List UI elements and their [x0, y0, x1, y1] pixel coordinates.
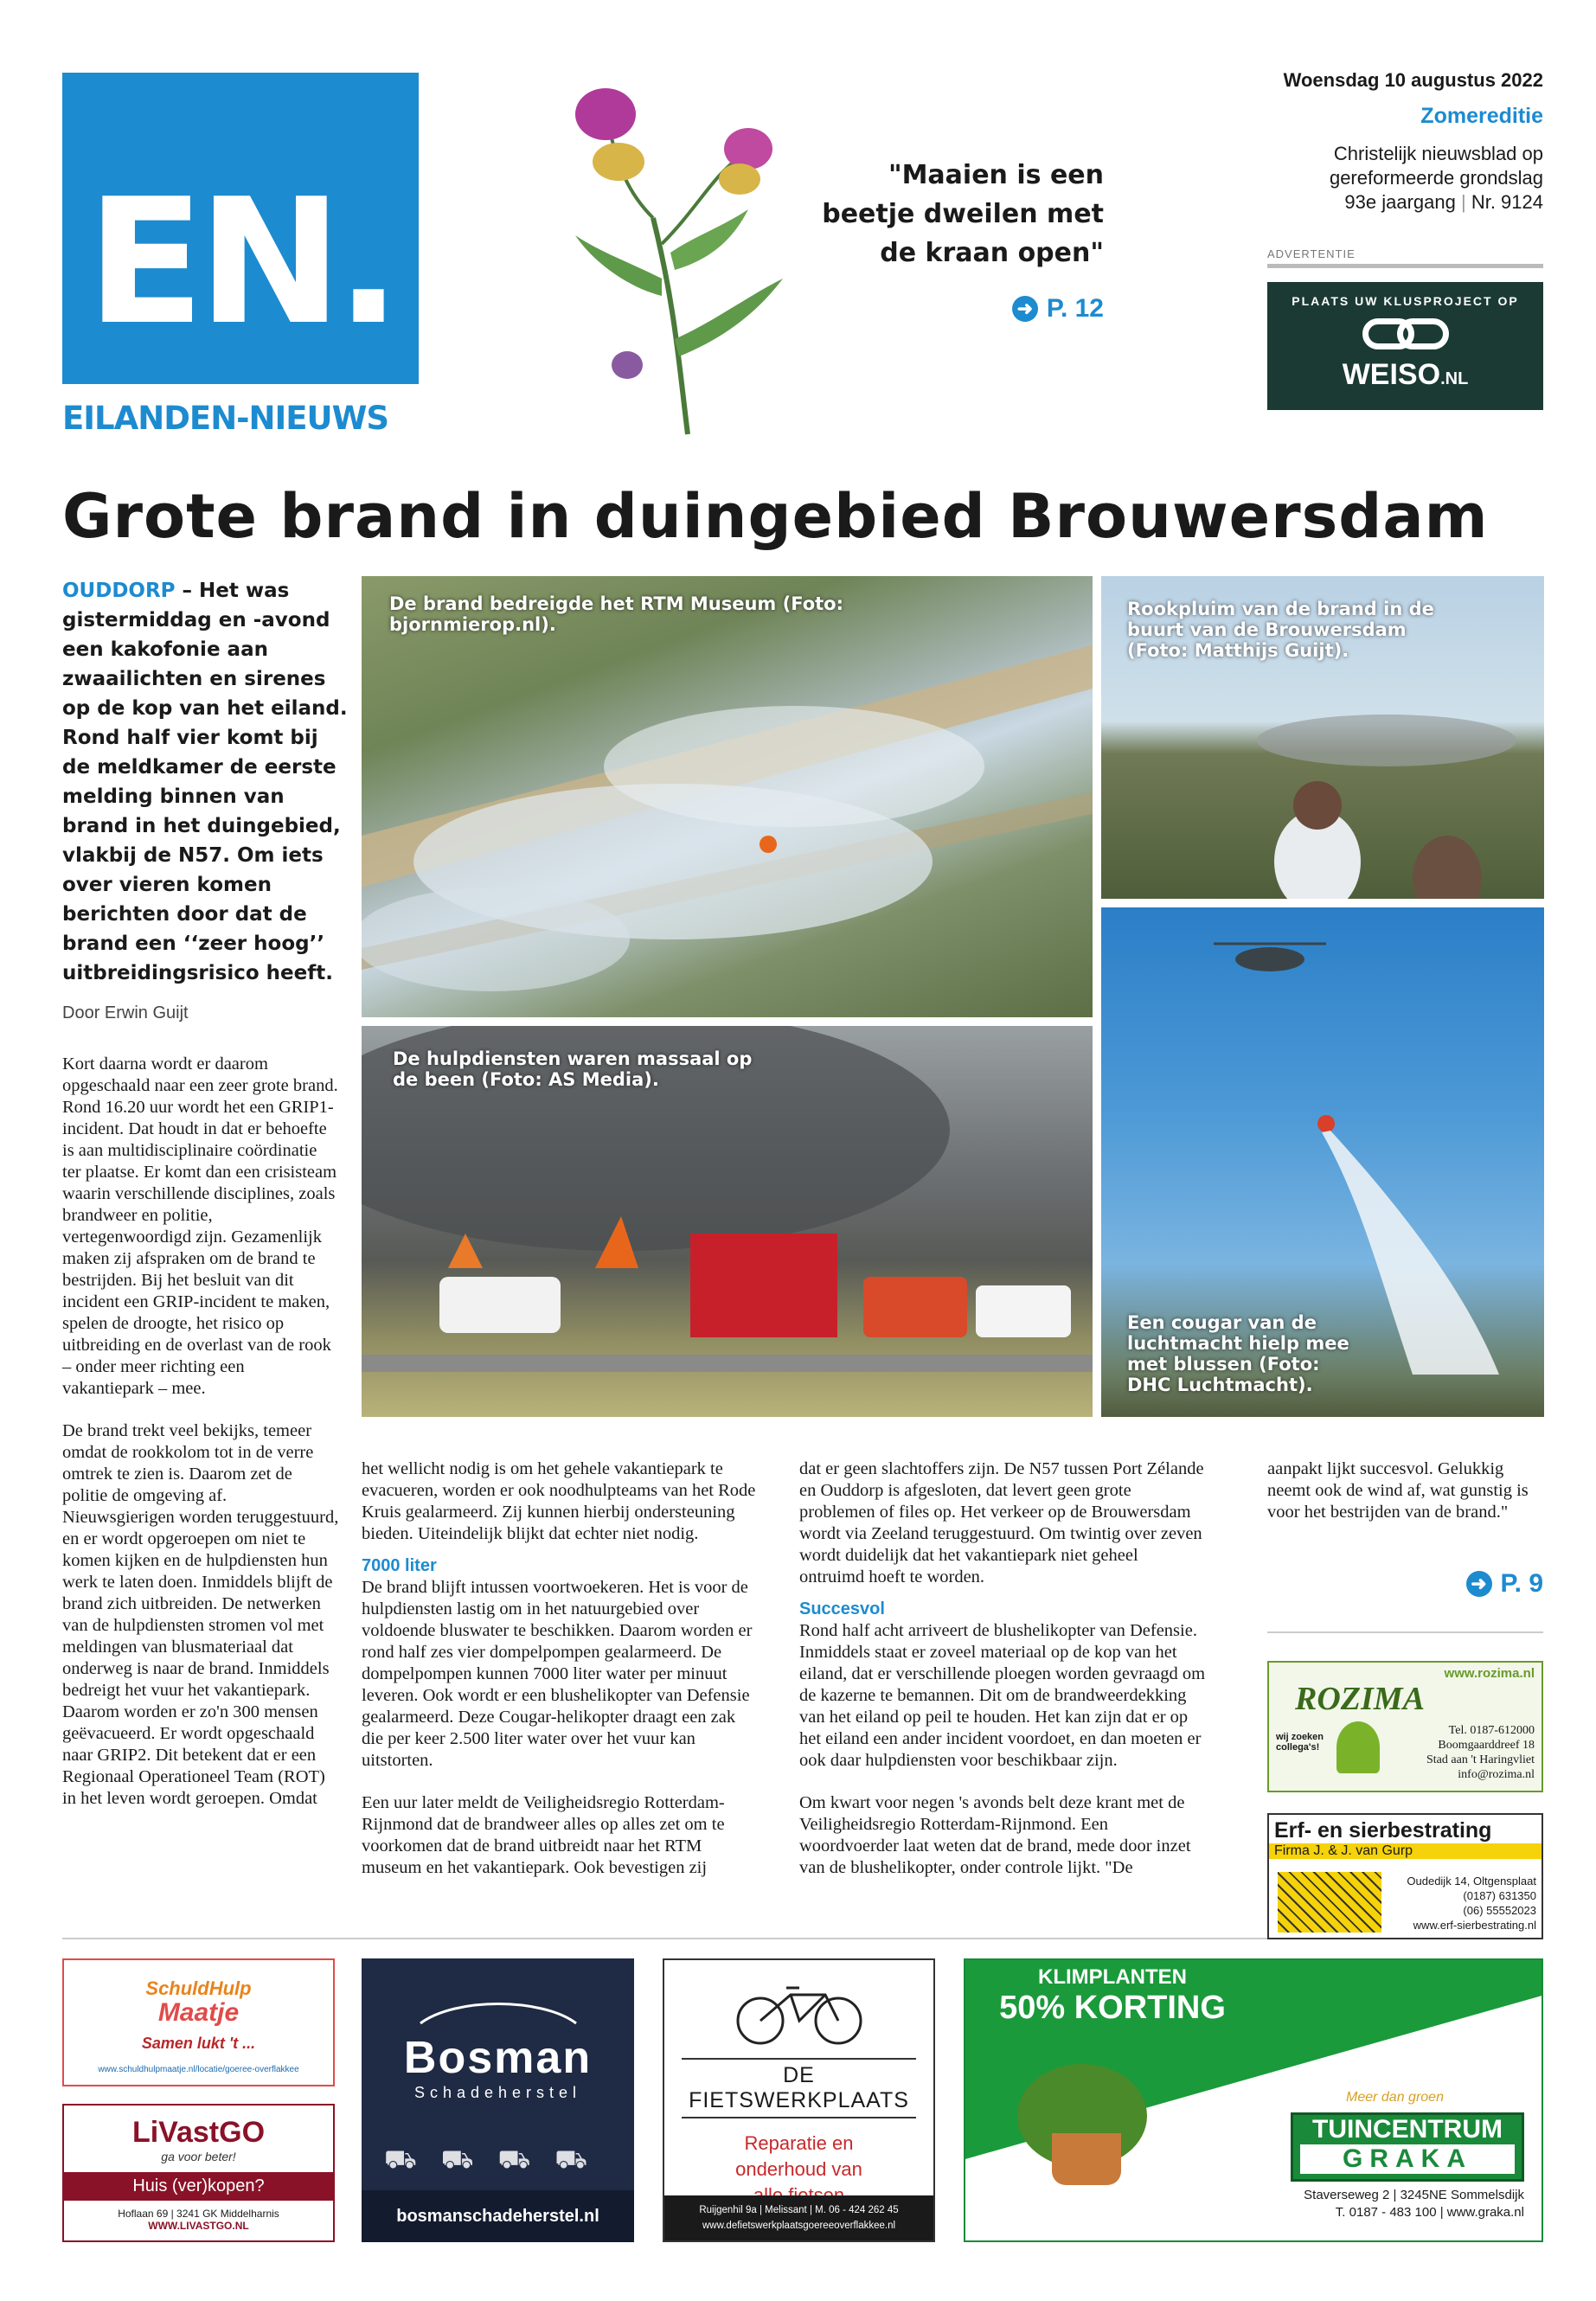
weiso-brand: WEISO: [1342, 358, 1441, 391]
paragraph: Kort daarna wordt er daarom opgeschaald naar een zeer grote brand. Rond 16.20 uur wordt het een GRIP1-incident. Dat houdt in dat er behoefte is aan multidisciplinaire coördinatie ter plaatse. Er komt dan een crisisteam waarin verschillende disciplines, zoals brandweer en politie, vertegenwoordigd zijn. Gezamenlijk maken zij afspraken om de brand te bestrijden. Bij het besluit van dit incident een GRIP-incident te maken, spelen de droogte, het risico op uitbreiding en de overlast van de rook – onder meer richting een vakantiepark – mee.: [62, 1054, 338, 1398]
bicycle-icon: [730, 1977, 869, 2047]
graka-name1: TUINCENTRUM: [1312, 2115, 1503, 2144]
lead-dateline: OUDDORP: [62, 580, 176, 602]
photo-aerial-fire[interactable]: [362, 576, 1093, 1017]
erf-url: www.erf-sierbestrating.nl: [1413, 1919, 1536, 1932]
advertisement-label: ADVERTENTIE: [1267, 247, 1543, 268]
graka-ad[interactable]: [964, 1958, 1543, 2242]
paragraph: De brand blijft intussen voortwoekeren. Het is voor de hulpdiensten lastig om in het natuurgebied over voldoende bluswater te beschikken. Daarom worden er rond half zes vier dompelpompen gealarmeerd. De dompelpompen kunnen 7000 liter water per minuut leveren. Ook wordt er een blushelikopter van Defensie gealarmeerd. Deze Cougar-helikopter draagt een zak die per keer 2.500 liter water over het vuur kan uitstorten.: [362, 1578, 753, 1770]
livast-slogan: ga voor beter!: [161, 2150, 236, 2163]
graka-script: Meer dan groen: [1346, 2090, 1444, 2105]
photo-caption: De brand bedreigde het RTM Museum (Foto: bjornmierop.nl).: [389, 593, 843, 635]
fiets-title: DE FIETSWERKPLAATS: [682, 2058, 916, 2118]
schuld-name2: Maatje: [157, 1998, 240, 2027]
fiets-addr: Ruijgenhil 9a | Melissant | M. 06 - 424 262 45: [699, 2205, 899, 2215]
livast-name: LiVastGO: [131, 2116, 266, 2149]
volume-number: 93e jaargang | Nr. 9124: [1344, 191, 1543, 213]
car-outline-icon: [412, 1993, 585, 2028]
bosman-name: Bosman: [403, 2033, 593, 2083]
photo-smoke-plume[interactable]: [1101, 576, 1544, 899]
lead-text: – Het was gistermiddag en -avond een kakofonie aan zwaailichten en sirenes op de kop van het eiland. Rond half vier komt bij de meldkamer de eerste melding binnen van brand in het duingebied, vlakbij de N57. Om iets over vieren komen berichten door dat de brand een ‘‘zeer hoog’’ uitbreidingsrisico heeft.: [62, 580, 348, 984]
car-icons: ⛟⛟⛟⛟: [384, 2145, 612, 2174]
erf-firm: Firma J. & J. van Gurp: [1269, 1843, 1542, 1859]
rozima-url: www.rozima.nl: [1444, 1666, 1535, 1681]
photo-helicopter[interactable]: [1101, 907, 1544, 1417]
article-lead: [62, 576, 348, 988]
paragraph: het wellicht nodig is om het gehele vakantiepark te evacueren, worden er ook noodhulpteams van het Rode Kruis gealarmeerd. Zij kunnen hierbij ondersteuning bieden. Uiteindelijk blijkt dat echter niet nodig.: [362, 1459, 756, 1543]
paragraph: Een uur later meldt de Veiligheidsregio Rotterdam-Rijnmond dat de brandweer alles op alles zet om te voorkomen dat de brand uitbreidt naar het RTM museum en het vakantiepark. Ook bevestigen zij: [362, 1793, 725, 1877]
rozima-ad[interactable]: [1267, 1661, 1543, 1792]
byline: Door Erwin Guijt: [62, 1003, 189, 1022]
paragraph: aanpakt lijkt succesvol. Gelukkig neemt ook de wind af, wat gunstig is voor het bestrijden van de brand.": [1267, 1459, 1529, 1522]
paving-icon: [1278, 1872, 1381, 1932]
rozima-addr1: Boomgaarddreef 18: [1438, 1739, 1535, 1752]
fiets-url: www.defietswerkplaatsgoereeoverflakkee.nl: [702, 2221, 896, 2231]
rozima-name: ROZIMA: [1295, 1681, 1425, 1717]
livast-addr: Hoflaan 69 | 3241 GK Middelharnis: [118, 2208, 279, 2220]
arrow-right-icon: ➜: [1466, 1571, 1492, 1597]
weiso-tld: .NL: [1440, 369, 1469, 388]
rozima-mail: info@rozima.nl: [1458, 1768, 1535, 1781]
continued-page-label: P. 9: [1500, 1569, 1543, 1598]
photo-caption: De hulpdiensten waren massaal op de been (Foto: AS Media).: [393, 1048, 753, 1090]
article-headline: Grote brand in duingebied Brouwersdam: [62, 481, 1489, 552]
plant-pot-icon: [1052, 2133, 1121, 2185]
photo-emergency-services[interactable]: [362, 1026, 1093, 1417]
subheading: Succesvol: [799, 1599, 885, 1618]
schuld-url: www.schuldhulpmaatje.nl/locatie/goeree-overflakkee: [98, 2065, 299, 2074]
rozima-addr2: Stad aan 't Haringvliet: [1426, 1753, 1535, 1766]
teaser-page-ref[interactable]: [952, 294, 1104, 324]
tagline-line-1: Christelijk nieuwsblad op: [1333, 143, 1543, 164]
aerial-scene: [362, 576, 1093, 1017]
logo-text: EN.: [87, 162, 394, 363]
erf-sierbestrating-ad[interactable]: [1267, 1813, 1543, 1939]
subheading: 7000 liter: [362, 1556, 437, 1575]
paragraph: De brand trekt veel bekijks, temeer omdat de rookkolom tot in de verre omtrek te zien is. Daarom zet de politie de omgeving af. Nieuwsgierigen worden teruggestuurd, en er wordt opgeroepen om niet te komen kijken en de hulpdiensten hun werk te laten doen. Inmiddels blijft de brand zich uitbreiden. De netwerken van de hulpdiensten stromen vol met meldingen van blusmateriaal dat onderweg is naar de brand. Inmiddels bedreigt het vuur het vakantiepark. Daarom worden er zo'n 300 mensen geëvacueerd. Er wordt opgeschaald naar GRIP2. Dit betekent dat er een Regionaal Operationeel Team (ROT) in het leven wordt geroepen. Omdat: [62, 1421, 339, 1808]
tagline: [1211, 142, 1543, 215]
arrow-right-icon: ➜: [1012, 296, 1038, 322]
erf-addr: Oudedijk 14, Oltgensplaat: [1407, 1875, 1536, 1888]
rozima-slogan: wij zoeken collega's!: [1276, 1732, 1324, 1753]
erf-tel2: (06) 55552023: [1463, 1904, 1536, 1917]
livast-url: WWW.LIVASTGO.NL: [148, 2220, 249, 2232]
paragraph: Rond half acht arriveert de blushelikopter van Defensie. Inmiddels staat er zoveel materiaal op de kop van het eiland, dat er verschillende ploegen worden gevraagd om de kazerne te bemannen. Dit om de brandweerdekking van het eiland op peil te houden. Het kan zijn dat er op het eiland een ander incident voordoet, en dan moeten er ook daar hulpdiensten voor beschikbaar zijn.: [799, 1621, 1206, 1770]
bosman-url: bosmanschadeherstel.nl: [362, 2190, 634, 2242]
fiets-line2: onderhoud van: [735, 2158, 862, 2180]
graka-top: KLIMPLANTEN: [1038, 1965, 1187, 1989]
fietswerkplaats-ad[interactable]: [663, 1958, 935, 2242]
paragraph: Om kwart voor negen 's avonds belt deze krant met de Veiligheidsregio Rotterdam-Rijnmond. Een woordvoerder laat weten dat de brand, mede door inzet van de blushelikopter, onder controle lijkt. "De: [799, 1793, 1191, 1877]
photo-caption: Rookpluim van de brand in de buurt van de Brouwersdam (Foto: Matthijs Guijt).: [1127, 599, 1434, 661]
article-column-2: [362, 1458, 761, 1879]
article-column-3: [799, 1458, 1206, 1879]
continued-page-ref[interactable]: [1419, 1569, 1543, 1599]
erf-tel1: (0187) 631350: [1463, 1889, 1536, 1902]
divider: [1267, 1631, 1543, 1633]
edition-label: Zomereditie: [1420, 104, 1543, 128]
bosman-ad[interactable]: [362, 1958, 634, 2242]
erf-title: Erf- en sierbestrating: [1274, 1818, 1492, 1843]
schuld-slogan: Samen lukt 't ...: [141, 2035, 256, 2052]
issue-number: Nr. 9124: [1471, 191, 1543, 213]
article-column-4: [1267, 1458, 1544, 1523]
tagline-line-2: gereformeerde grondslag: [1329, 167, 1543, 189]
rozima-tel: Tel. 0187-612000: [1448, 1724, 1535, 1737]
weiso-link-icon: [1362, 318, 1449, 349]
issue-date: Woensdag 10 augustus 2022: [1283, 69, 1543, 91]
volume: 93e jaargang: [1344, 191, 1456, 213]
bosman-sub: Schadeherstel: [413, 2084, 582, 2101]
teaser-quote[interactable]: "Maaien is een beetje dweilen met de kraan open": [822, 160, 1104, 268]
tree-icon: [1336, 1721, 1380, 1773]
weiso-ad[interactable]: [1267, 282, 1543, 410]
graka-name2: GRAKA: [1300, 2144, 1515, 2174]
schuldhulpmaatje-ad[interactable]: [62, 1958, 335, 2086]
weiso-top: PLAATS UW KLUSPROJECT OP: [1292, 294, 1519, 308]
schuld-name1: SchuldHulp: [145, 1977, 252, 1999]
fiets-line1: Reparatie en: [744, 2132, 854, 2154]
graka-addr: Staverseweg 2 | 3245NE Sommelsdijk: [1304, 2188, 1524, 2202]
graka-discount: 50% KORTING: [999, 1990, 1226, 2026]
paragraph: dat er geen slachtoffers zijn. De N57 tussen Port Zélande en Ouddorp is afgesloten, dat levert geen grote problemen of files op. Het verkeer op de Brouwersdam wordt via Zeeland teruggestuurd. Om twintig over zeven wordt duidelijk dat het vakantiepark niet geheel ontruimd hoeft te worden.: [799, 1459, 1204, 1586]
livastgo-ad[interactable]: [62, 2104, 335, 2242]
newspaper-logo[interactable]: [62, 73, 419, 384]
livast-band: Huis (ver)kopen?: [64, 2172, 333, 2201]
logo-subtitle: EILANDEN-NIEUWS: [62, 400, 389, 437]
graka-contact: T. 0187 - 483 100 | www.graka.nl: [1335, 2205, 1524, 2220]
article-column-1: [62, 1054, 339, 1810]
teaser-page-label: P. 12: [1046, 294, 1104, 323]
photo-caption: Een cougar van de luchtmacht hielp mee met blussen (Foto: DHC Luchtmacht).: [1127, 1312, 1349, 1395]
thistle-illustration: [523, 80, 852, 443]
